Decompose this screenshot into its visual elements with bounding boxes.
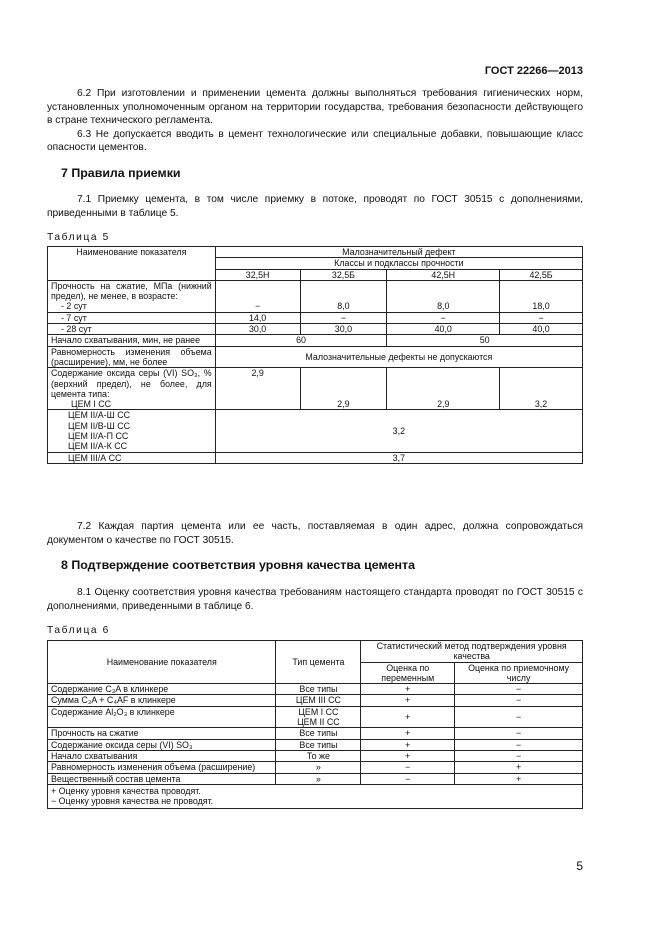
t6-type: Все типы [276, 739, 361, 750]
t6-type: Все типы [276, 728, 361, 739]
t5-group-label: ЦЕМ II/А-К СС [68, 441, 128, 452]
t5-class: 42,5Н [387, 269, 500, 280]
t5-group-value: 3,2 [215, 410, 582, 452]
standard-header: ГОСТ 22266—2013 [484, 65, 583, 77]
t5-class: 32,5Б [300, 269, 387, 280]
table-6-caption: Таблица 6 [47, 625, 110, 636]
t6-notes [48, 784, 583, 809]
t5-so3-cem1-label: ЦЕМ I СС [71, 399, 112, 410]
table-row [48, 706, 583, 728]
t5-cell: 40,0 [500, 324, 583, 335]
t5-day7-label: - 7 сут [48, 312, 216, 323]
t5-setting-a: 60 [215, 335, 387, 346]
t5-cell: − [500, 312, 583, 323]
paragraph-6-3: 6.3 Не допускается вводить в цемент технологические или специальные добавки, повышающие класс опасности цементов. [47, 128, 583, 154]
t5-so3-label: Содержание оксида серы (VI) SO₃, % (верхний предел), не более, для цемента типа: [51, 368, 212, 399]
section-7-heading: 7 Правила приемки [61, 166, 181, 180]
t6-var: + [361, 706, 455, 728]
table-row [48, 773, 583, 784]
t6-var: − [361, 762, 455, 773]
t6-type: » [276, 762, 361, 773]
t5-cell: 3,2 [500, 368, 583, 410]
t5-cell: 40,0 [387, 324, 500, 335]
t6-name: Вещественный состав цемента [48, 773, 276, 784]
table-5-caption: Таблица 5 [47, 232, 110, 243]
t5-cell: − [215, 280, 300, 312]
t6-var: + [361, 728, 455, 739]
t5-cell: 14,0 [215, 312, 300, 323]
t5-setting-label: Начало схватывания, мин, не ранее [48, 335, 216, 346]
t6-name: Прочность на сжатие [48, 728, 276, 739]
t6-attr: − [455, 684, 583, 695]
t5-strength-label: Прочность на сжатие, МПа (нижний предел), не менее, в возрасте: [51, 280, 212, 302]
table-6 [47, 640, 583, 809]
t6-name: Содержание C₃A в клинкере [48, 684, 276, 695]
t5-setting-b: 50 [387, 335, 583, 346]
t6-name: Начало схватывания [48, 750, 276, 761]
t6-type: Все типы [276, 684, 361, 695]
table-5 [47, 246, 583, 464]
t5-cell: − [300, 312, 387, 323]
t5-class: 32,5Н [215, 269, 300, 280]
t6-name: Равномерность изменения объема (расширение) [48, 762, 276, 773]
t6-var: + [361, 739, 455, 750]
t6-var: + [361, 695, 455, 706]
t5-cell: − [387, 312, 500, 323]
section-8-heading: 8 Подтверждение соответствия уровня качества цемента [61, 558, 415, 572]
t5-group-label: ЦЕМ II/В-Ш СС [68, 420, 131, 431]
t6-attr: − [455, 706, 583, 728]
t5-group-label: ЦЕМ II/А-Ш СС [68, 410, 131, 421]
table-row [48, 728, 583, 739]
t5-cem3-value: 3,7 [215, 452, 582, 463]
t6-head-method: Статистический метод подтверждения уровня качества [361, 641, 583, 663]
t5-cem3-label: ЦЕМ III/А СС [48, 452, 216, 463]
t6-var: + [361, 750, 455, 761]
t5-cell: 2,9 [387, 368, 500, 410]
table-row [48, 684, 583, 695]
t6-head-type: Тип цемента [276, 641, 361, 684]
t6-attr: + [455, 762, 583, 773]
t6-type: ЦЕМ I СС ЦЕМ II СС [276, 706, 361, 728]
t6-attr: + [455, 773, 583, 784]
table-row [48, 750, 583, 761]
t6-head-variable: Оценка по переменным [361, 662, 455, 684]
t5-cell: 8,0 [300, 280, 387, 312]
t6-note-minus: − Оценку уровня качества не проводят. [51, 796, 214, 807]
t5-cell: 2,9 [300, 368, 387, 410]
t5-class: 42,5Б [500, 269, 583, 280]
t6-name: Содержание Al₂O₃ в клинкере [48, 706, 276, 728]
t5-day28-label: - 28 сут [48, 324, 216, 335]
t5-cell: 18,0 [500, 280, 583, 312]
paragraph-7-2: 7.2 Каждая партия цемента или ее часть, поставляемая в один адрес, должна сопровождаться документом о качестве по ГОСТ 30515. [47, 521, 583, 546]
t5-head-classes: Классы и подклассы прочности [215, 258, 582, 269]
t5-group-label: ЦЕМ II/А-П СС [68, 431, 129, 442]
t6-head-attribute: Оценка по приемочному числу [455, 662, 583, 684]
t6-attr: − [455, 750, 583, 761]
table-row [48, 762, 583, 773]
page-number: 5 [576, 859, 583, 873]
t6-head-indicator: Наименование показателя [48, 641, 276, 684]
paragraph-8-1: 8.1 Оценку соответствия уровня качества требованиям настоящего стандарта проводят по ГОСТ 30515 с дополнениями, приведенными в таблице 6. [47, 587, 583, 612]
t6-name: Сумма C₃A + C₄AF в клинкере [48, 695, 276, 706]
t6-type: » [276, 773, 361, 784]
t5-cell: 8,0 [387, 280, 500, 312]
t5-day2-label: - 2 сут [61, 301, 87, 312]
t6-var: + [361, 684, 455, 695]
t5-head-defect: Малозначительный дефект [215, 247, 582, 258]
t6-attr: − [455, 728, 583, 739]
table-row [48, 739, 583, 750]
t5-soundness-value: Малозначительные дефекты не допускаются [215, 346, 582, 368]
t6-type: То же [276, 750, 361, 761]
t5-cell: 30,0 [215, 324, 300, 335]
table-row [48, 695, 583, 706]
t5-soundness-label: Равномерность изменения объема (расширение), мм, не более [48, 346, 216, 368]
paragraph-6-2: 6.2 При изготовлении и применении цемента должны выполняться требования гигиенических норм, установленных уполномоченным органом на территории государства, требования безопасности действующего в стране технического регламента. [47, 88, 583, 127]
t6-attr: − [455, 739, 583, 750]
t5-cell: 30,0 [300, 324, 387, 335]
t6-attr: − [455, 695, 583, 706]
t6-type: ЦЕМ III СС [276, 695, 361, 706]
t6-note-plus: + Оценку уровня качества проводят. [51, 785, 201, 796]
t6-var: − [361, 773, 455, 784]
t6-name: Содержание оксида серы (VI) SO₃ [48, 739, 276, 750]
paragraph-7-1: 7.1 Приемку цемента, в том числе приемку в потоке, проводят по ГОСТ 30515 с дополнениями, приведенными в таблице 5. [47, 194, 583, 219]
t5-so3-top: 2,9 [215, 368, 300, 410]
t5-head-indicator: Наименование показателя [48, 247, 216, 281]
